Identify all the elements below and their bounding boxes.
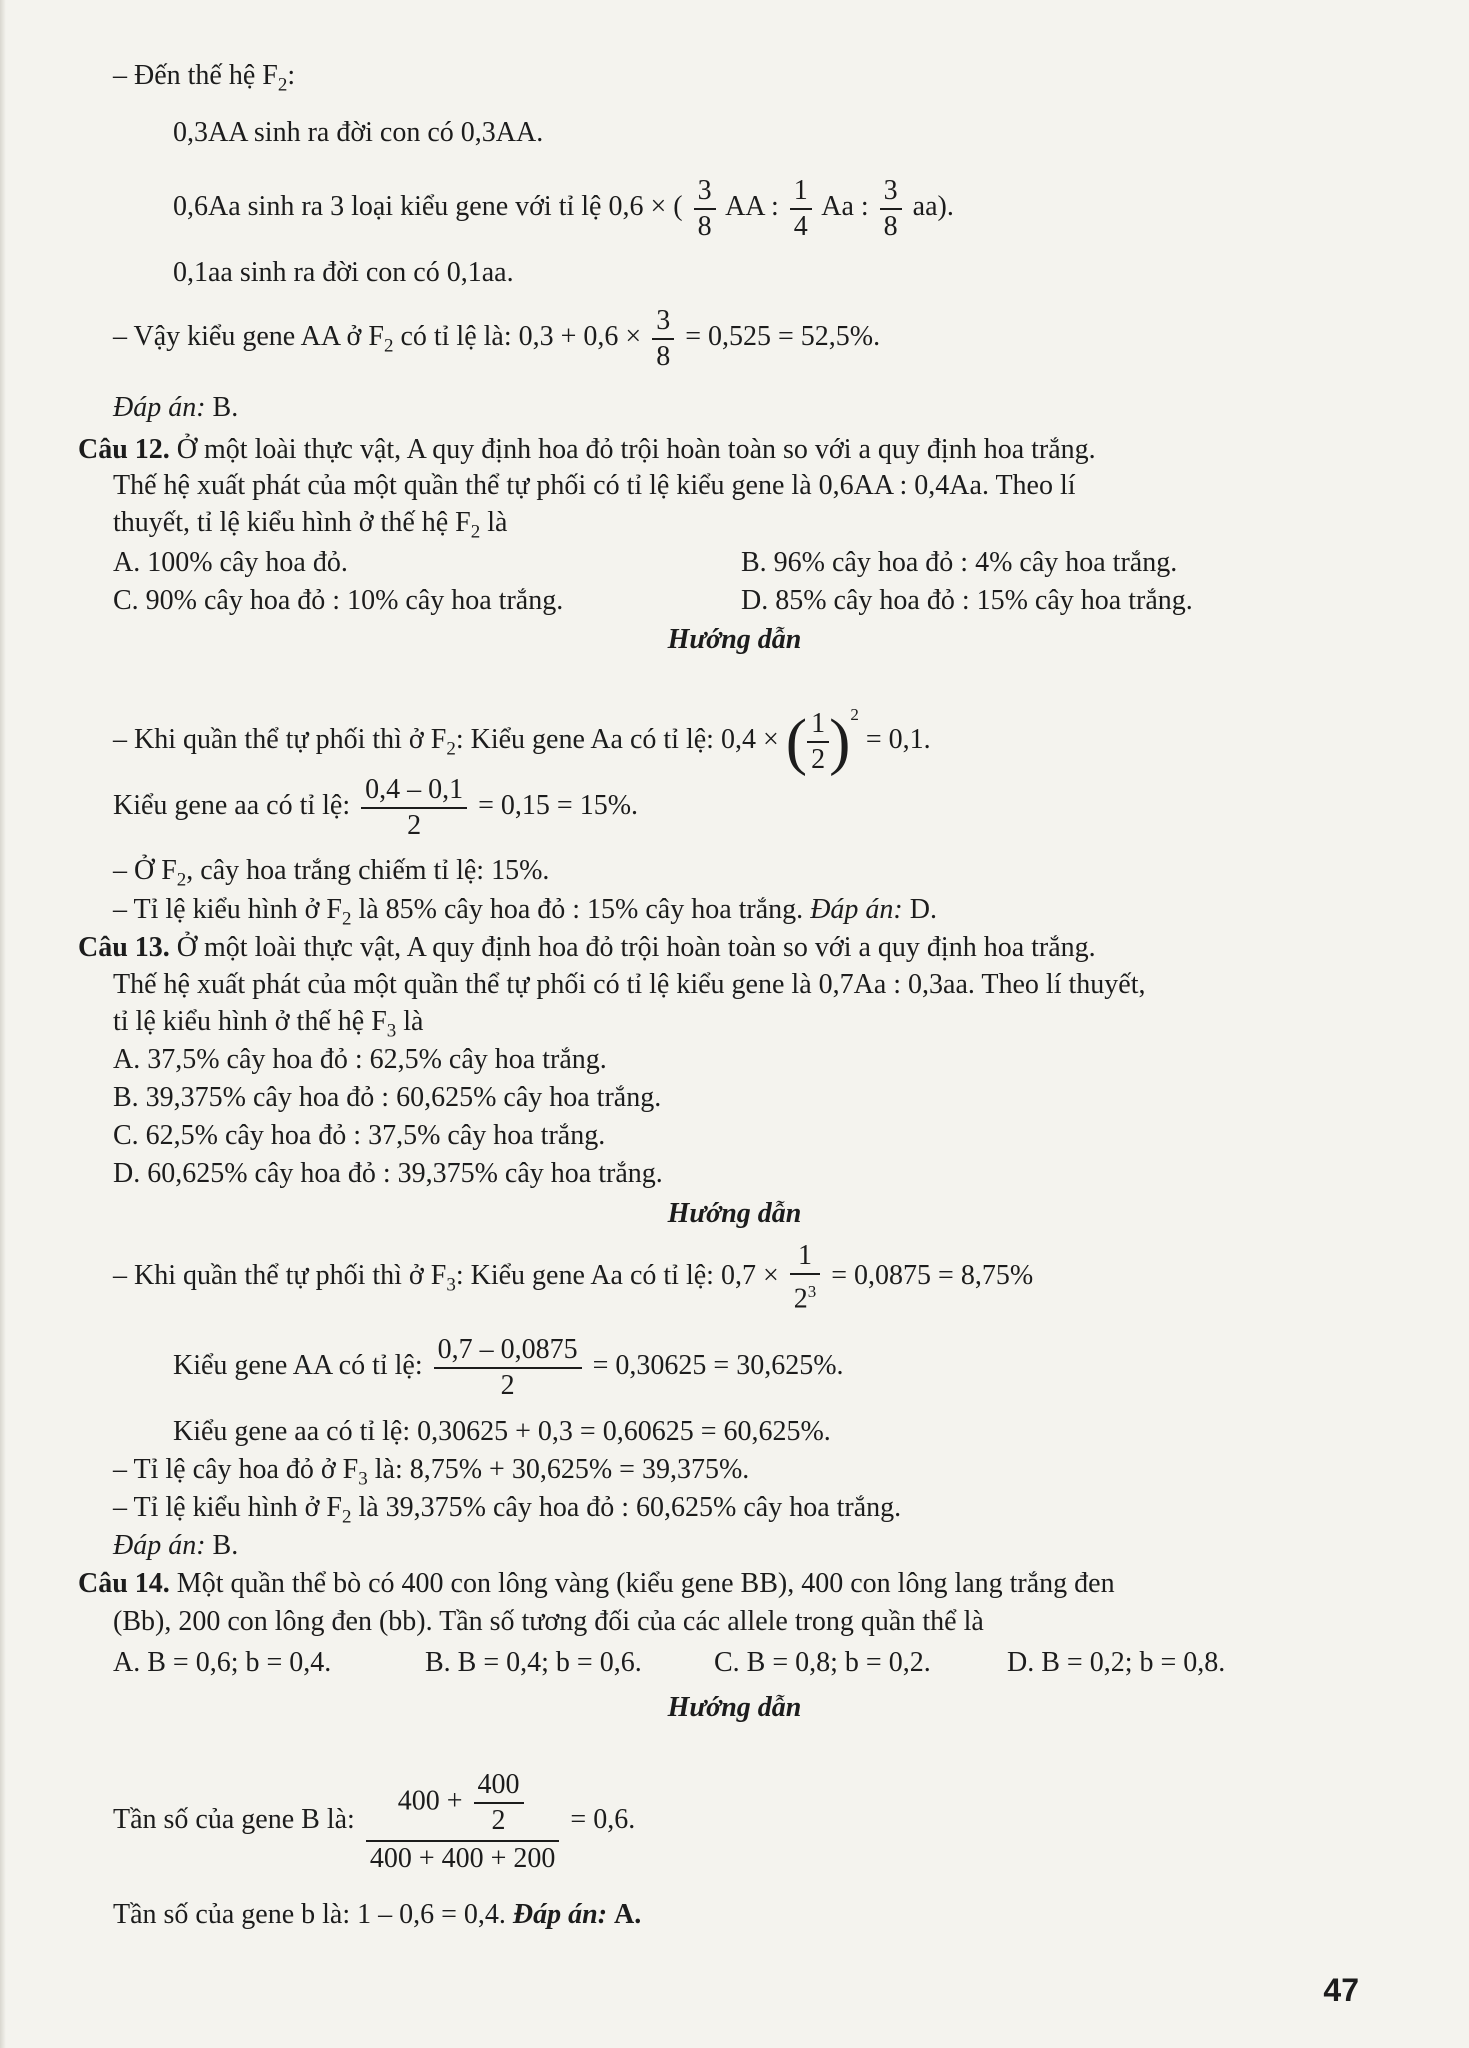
question-text: Thế hệ xuất phát của một quần thể tự phối có tỉ lệ kiểu gene là 0,7Aa : 0,3aa. Theo lí thuyết, [113, 969, 1146, 1000]
guide-line: Tần số của gene B là: 400 + $\frac{400}{2}$ 400 + 400 + 200 = 0,6. [113, 1768, 636, 1874]
option-c: C. 90% cây hoa đỏ : 10% cây hoa trắng. [113, 585, 564, 616]
option-d: D. 60,625% cây hoa đỏ : 39,375% cây hoa trắng. [113, 1158, 663, 1189]
question-12: Câu 12. Ở một loài thực vật, A quy định hoa đỏ trội hoàn toàn so với a quy định hoa trắng. [78, 434, 1096, 465]
option-b: B. 39,375% cây hoa đỏ : 60,625% cây hoa trắng. [113, 1082, 662, 1113]
guide-line: Kiểu gene aa có tỉ lệ: $\frac{0,4 - 0,1}{2}$ = 0,15 = 15%. [113, 773, 639, 841]
fraction: $\frac{3}{8}$ [880, 174, 902, 244]
guide-line: Kiểu gene aa có tỉ lệ: 0,30625 + 0,3 = 0,60625 = 60,625%. [173, 1416, 831, 1447]
guide-heading: Hướng dẫn [667, 624, 802, 655]
question-text: (Bb), 200 con lông đen (bb). Tần số tương đối của các allele trong quần thể là [113, 1606, 984, 1637]
option-a: A. B = 0,6; b = 0,4. [113, 1647, 332, 1678]
aa-line: 0,3AA sinh ra đời con có 0,3AA. [173, 117, 544, 148]
fraction: $\frac{0,7 - 0,0875}{2}$ [434, 1333, 582, 1403]
guide-line: – Tỉ lệ kiểu hình ở $F_2$ là 85% cây hoa đỏ : 15% cây hoa trắng. Đáp án: D. [113, 894, 937, 930]
question-13: Câu 13. Ở một loài thực vật, A quy định hoa đỏ trội hoàn toàn so với a quy định hoa trắng. [78, 932, 1096, 963]
question-text: thuyết, tỉ lệ kiểu hình ở thế hệ $F_2$ là [113, 507, 508, 543]
guide-line: – Tỉ lệ kiểu hình ở $F_2$ là 39,375% cây hoa đỏ : 60,625% cây hoa trắng. [113, 1492, 902, 1528]
question-14: Câu 14. Một quần thể bò có 400 con lông vàng (kiểu gene BB), 400 con lông lang trắng đen [78, 1568, 1115, 1599]
page-edge-shadow [0, 0, 6, 2048]
f2-heading: – Đến thế hệ $F_2$: [113, 60, 296, 96]
aa-recessive-line: 0,1aa sinh ra đời con có 0,1aa. [173, 257, 514, 288]
fraction: $\frac{3}{8}$ [652, 304, 674, 374]
guide-line: – Khi quần thể tự phối thì ở $F_3$: Kiểu gene Aa có tỉ lệ: 0,7 × $\frac{1}{2^3}$ = 0,0875 = 8,75% [113, 1239, 1034, 1315]
option-d: D. B = 0,2; b = 0,8. [1007, 1647, 1226, 1678]
fraction: $\frac{3}{8}$ [694, 174, 716, 244]
fraction: $\frac{0,4 - 0,1}{2}$ [361, 773, 467, 843]
guide-line: Kiểu gene AA có tỉ lệ: $\frac{0,7 - 0,0875}{2}$ = 0,30625 = 30,625%. [173, 1333, 844, 1401]
fraction: $\frac{400}{2}$ [474, 1768, 524, 1838]
guide-line: – Tỉ lệ cây hoa đỏ ở $F_3$ là: 8,75% + 30,625% = 39,375%. [113, 1454, 750, 1490]
page-number: 47 [1323, 1972, 1359, 2008]
fraction: $\frac{1}{4}$ [790, 174, 812, 244]
guide-line: – Ở $F_2$, cây hoa trắng chiếm tỉ lệ: 15%. [113, 855, 550, 891]
option-b: B. 96% cây hoa đỏ : 4% cây hoa trắng. [741, 547, 1178, 578]
guide-heading: Hướng dẫn [667, 1198, 802, 1229]
fraction: $\frac{1}{2}$ [807, 707, 829, 777]
guide-heading: Hướng dẫn [667, 1692, 802, 1723]
guide-line: Tần số của gene b là: 1 – 0,6 = 0,4. Đáp án: A. [113, 1899, 642, 1930]
option-c: C. 62,5% cây hoa đỏ : 37,5% cây hoa trắng. [113, 1120, 606, 1151]
question-text: tỉ lệ kiểu hình ở thế hệ $F_3$ là [113, 1006, 424, 1042]
answer-line: Đáp án: B. [113, 392, 239, 423]
question-text: Thế hệ xuất phát của một quần thể tự phối có tỉ lệ kiểu gene là 0,6AA : 0,4Aa. Theo lí [113, 470, 1076, 501]
aa-ratio-line: 0,6Aa sinh ra 3 loại kiểu gene với tỉ lệ 0,6 × ( $\frac{3}{8}$ AA : $\frac{1}{4}$ Aa : $\frac{3}{8}$ aa). [173, 174, 954, 242]
option-c: C. B = 0,8; b = 0,2. [714, 1647, 931, 1678]
fraction: $\frac{1}{2^3}$ [790, 1239, 821, 1316]
option-a: A. 37,5% cây hoa đỏ : 62,5% cây hoa trắng. [113, 1044, 607, 1075]
fraction: 400 + $\frac{400}{2}$ 400 + 400 + 200 [366, 1768, 560, 1876]
f2-aa-ratio: – Vậy kiểu gene AA ở $F_2$ có tỉ lệ là: 0,3 + 0,6 × $\frac{3}{8}$ = 0,525 = 52,5%. [113, 304, 881, 372]
option-a: A. 100% cây hoa đỏ. [113, 547, 348, 578]
guide-line: – Khi quần thể tự phối thì ở $F_2$: Kiểu gene Aa có tỉ lệ: 0,4 × ( $\frac{1}{2}$ )$^2$ = 0,1. [113, 705, 931, 777]
answer-line: Đáp án: B. [113, 1530, 239, 1561]
option-d: D. 85% cây hoa đỏ : 15% cây hoa trắng. [741, 585, 1193, 616]
option-b: B. B = 0,4; b = 0,6. [425, 1647, 642, 1678]
